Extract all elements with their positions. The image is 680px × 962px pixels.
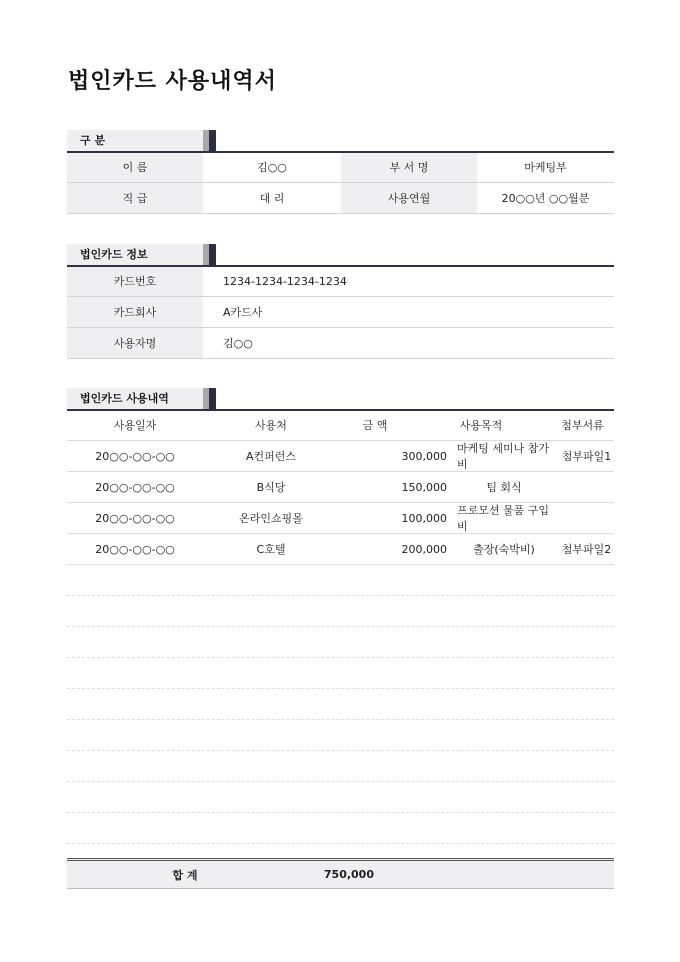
row-attachment xyxy=(551,503,614,533)
section-title xyxy=(67,130,203,151)
position-label: 직 급 xyxy=(67,183,203,213)
column-header-purpose: 사용목적 xyxy=(459,419,503,432)
card-company-value: A카드사 xyxy=(223,306,263,319)
column-header-attachment: 첨부서류 xyxy=(561,419,604,432)
empty-table-row xyxy=(67,813,614,844)
header-accent-dark xyxy=(209,388,216,409)
table-row xyxy=(67,534,614,565)
document-title: 법인카드 사용내역서 xyxy=(68,69,277,94)
info-row xyxy=(67,266,614,297)
card-number-label: 카드번호 xyxy=(67,266,203,296)
total-amount: 750,000 xyxy=(323,868,374,881)
header-accent-dark xyxy=(209,244,216,265)
row-purpose: 프로모션 물품 구입비 xyxy=(457,504,550,533)
row-store: B식당 xyxy=(256,481,286,494)
section-title xyxy=(67,388,203,409)
section-usage-details xyxy=(67,388,614,844)
row-purpose: 출장(숙박비) xyxy=(473,543,535,556)
section-title xyxy=(67,244,203,265)
row-amount: 150,000 xyxy=(401,480,447,494)
table-row xyxy=(67,472,614,503)
section-title-text: 구 분 xyxy=(80,134,106,147)
section-header xyxy=(67,388,614,410)
section-title-text: 법인카드 사용내역 xyxy=(80,392,169,405)
empty-table-row xyxy=(67,782,614,813)
card-company-label: 카드회사 xyxy=(67,297,203,327)
row-store: C호텔 xyxy=(256,543,286,556)
user-name-value: 김○○ xyxy=(223,337,253,350)
section-rule xyxy=(67,265,614,267)
section-classification xyxy=(67,130,614,214)
row-purpose: 팀 회식 xyxy=(486,481,522,494)
header-accent-dark xyxy=(209,130,216,151)
empty-table-row xyxy=(67,751,614,782)
position-value: 대 리 xyxy=(259,192,285,205)
row-amount: 100,000 xyxy=(401,511,447,525)
section-rule xyxy=(67,409,614,411)
empty-table-row xyxy=(67,720,614,751)
row-date: 20○○-○○-○○ xyxy=(95,480,175,494)
info-row xyxy=(67,152,614,183)
user-name-label: 사용자명 xyxy=(67,328,203,358)
section-title-text: 법인카드 정보 xyxy=(80,248,148,261)
total-row xyxy=(67,858,614,889)
column-header-store: 사용처 xyxy=(255,419,287,432)
row-amount: 200,000 xyxy=(401,542,447,556)
row-attachment: 첨부파일1 xyxy=(561,450,612,463)
name-label: 이 름 xyxy=(67,152,203,182)
section-header xyxy=(67,130,614,152)
section-header xyxy=(67,244,614,266)
row-date: 20○○-○○-○○ xyxy=(95,511,175,525)
table-row xyxy=(67,503,614,534)
empty-table-row xyxy=(67,565,614,596)
column-header-date: 사용일자 xyxy=(113,419,157,432)
row-store: A컨퍼런스 xyxy=(245,450,297,463)
usage-month-value: 20○○년 ○○월분 xyxy=(501,192,590,205)
row-amount: 300,000 xyxy=(401,449,447,463)
empty-table-row xyxy=(67,596,614,627)
card-number-value: 1234-1234-1234-1234 xyxy=(223,274,347,288)
row-date: 20○○-○○-○○ xyxy=(95,449,175,463)
info-row xyxy=(67,183,614,214)
usage-month-label: 사용연월 xyxy=(341,183,477,213)
row-attachment xyxy=(551,472,614,502)
name-value: 김○○ xyxy=(257,161,287,174)
row-store: 온라인쇼핑몰 xyxy=(239,512,303,525)
column-header-amount: 금 액 xyxy=(362,419,388,432)
section-card-info xyxy=(67,244,614,359)
department-label: 부 서 명 xyxy=(341,152,477,182)
department-value: 마케팅부 xyxy=(524,161,567,174)
empty-table-row xyxy=(67,658,614,689)
info-row xyxy=(67,297,614,328)
row-date: 20○○-○○-○○ xyxy=(95,542,175,556)
total-label: 합 계 xyxy=(172,868,198,882)
empty-table-row xyxy=(67,627,614,658)
section-rule xyxy=(67,151,614,153)
info-row xyxy=(67,328,614,359)
row-purpose: 마케팅 세미나 참가비 xyxy=(457,442,550,471)
table-header-row xyxy=(67,410,614,441)
empty-table-row xyxy=(67,689,614,720)
table-row xyxy=(67,441,614,472)
row-attachment: 첨부파일2 xyxy=(561,543,612,556)
